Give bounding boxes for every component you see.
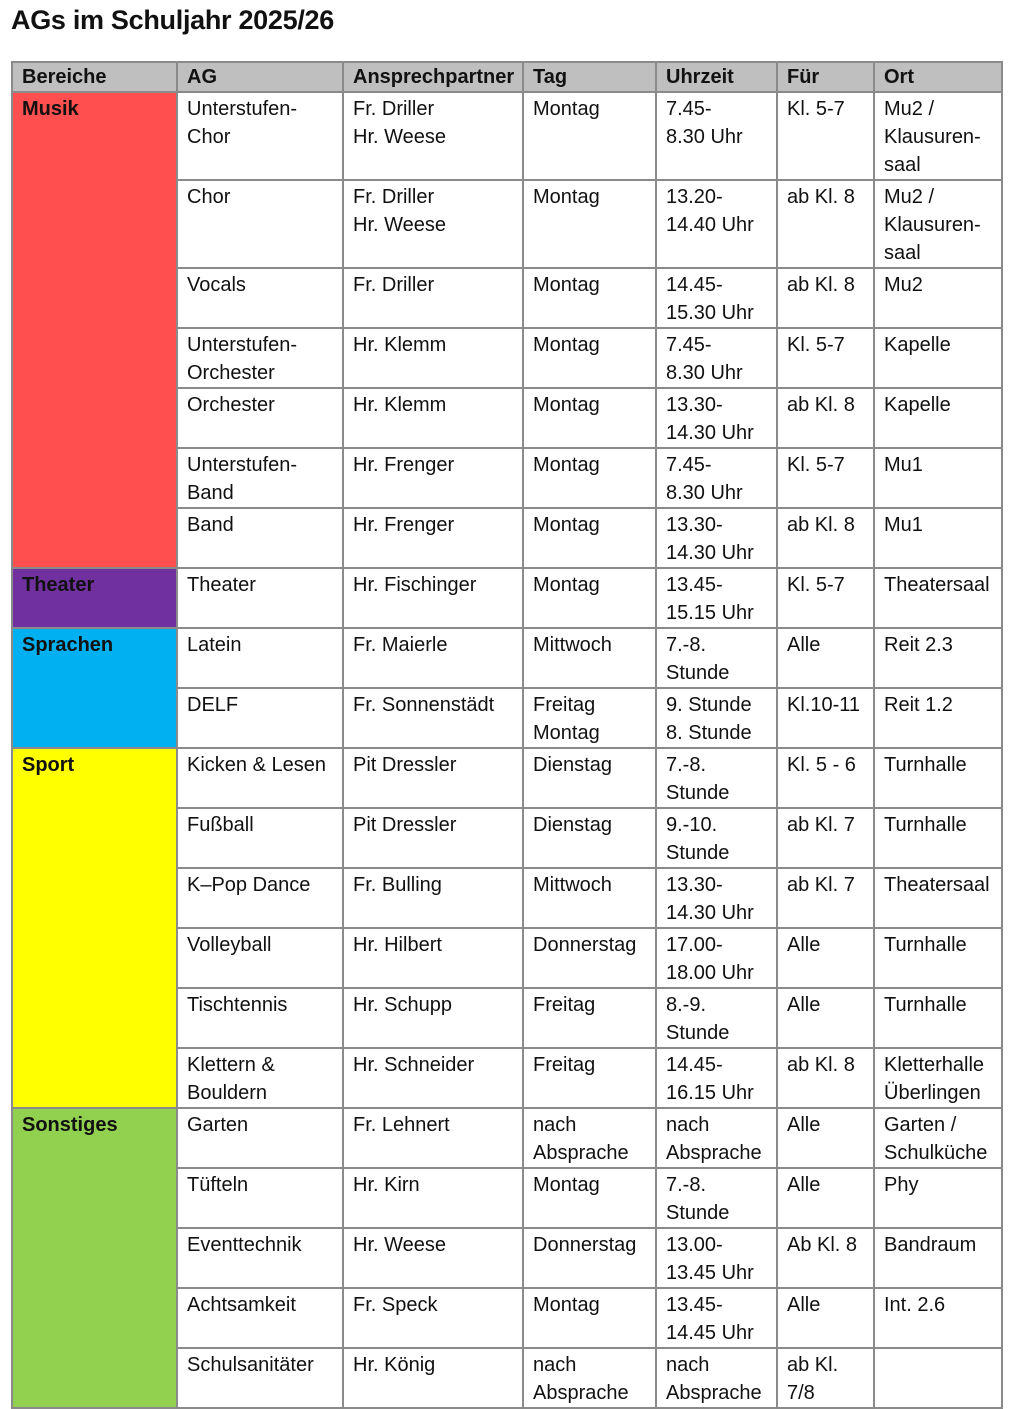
cell-place: Int. 2.6 (874, 1288, 1002, 1348)
cell-time: 7.-8. Stunde (656, 1168, 777, 1228)
table-header-row (12, 62, 1002, 92)
cell-for: ab Kl. 8 (777, 388, 874, 448)
cell-day: Montag (523, 268, 656, 328)
ag-table (11, 61, 1003, 1409)
cell-time: 13.45- 14.45 Uhr (656, 1288, 777, 1348)
cell-place: Turnhalle (874, 808, 1002, 868)
cell-place: Mu2 / Klausuren- saal (874, 92, 1002, 180)
cell-ag: Klettern & Bouldern (177, 1048, 343, 1108)
cell-ag: Chor (177, 180, 343, 268)
cell-for: Kl. 5 - 6 (777, 748, 874, 808)
cell-contact: Hr. Schneider (343, 1048, 523, 1108)
cell-time: 14.45- 15.30 Uhr (656, 268, 777, 328)
table-row (12, 628, 1002, 688)
cell-place: Mu1 (874, 508, 1002, 568)
cell-place: Mu2 / Klausuren- saal (874, 180, 1002, 268)
category-cell: Sport (12, 748, 177, 1108)
cell-ag: Tüfteln (177, 1168, 343, 1228)
cell-ag: Achtsamkeit (177, 1288, 343, 1348)
cell-time: 13.45- 15.15 Uhr (656, 568, 777, 628)
cell-time: 9. Stunde 8. Stunde (656, 688, 777, 748)
table-row (12, 748, 1002, 808)
cell-ag: Orchester (177, 388, 343, 448)
header-ag: AG (177, 62, 343, 92)
cell-contact: Hr. Klemm (343, 388, 523, 448)
cell-for: ab Kl. 7 (777, 808, 874, 868)
cell-contact: Pit Dressler (343, 748, 523, 808)
cell-time: nach Absprache (656, 1348, 777, 1408)
cell-ag: Theater (177, 568, 343, 628)
cell-contact: Hr. Klemm (343, 328, 523, 388)
header-ort: Ort (874, 62, 1002, 92)
cell-contact: Hr. Weese (343, 1228, 523, 1288)
cell-time: 7.45- 8.30 Uhr (656, 92, 777, 180)
cell-ag: Band (177, 508, 343, 568)
cell-time: 13.30- 14.30 Uhr (656, 868, 777, 928)
cell-for: Kl. 5-7 (777, 328, 874, 388)
cell-day: Montag (523, 328, 656, 388)
cell-for: ab Kl. 8 (777, 180, 874, 268)
cell-day: Montag (523, 568, 656, 628)
cell-day: Montag (523, 1288, 656, 1348)
cell-place: Theatersaal (874, 868, 1002, 928)
cell-for: ab Kl. 8 (777, 268, 874, 328)
category-cell: Sprachen (12, 628, 177, 748)
cell-contact: Hr. Frenger (343, 448, 523, 508)
cell-ag: Latein (177, 628, 343, 688)
cell-day: Dienstag (523, 748, 656, 808)
cell-time: 14.45- 16.15 Uhr (656, 1048, 777, 1108)
cell-ag: DELF (177, 688, 343, 748)
cell-day: Dienstag (523, 808, 656, 868)
cell-day: Montag (523, 448, 656, 508)
cell-ag: Unterstufen- Orchester (177, 328, 343, 388)
cell-for: Kl.10-11 (777, 688, 874, 748)
cell-for: Kl. 5-7 (777, 448, 874, 508)
cell-for: ab Kl. 7/8 (777, 1348, 874, 1408)
cell-place (874, 1348, 1002, 1408)
cell-day: Montag (523, 388, 656, 448)
cell-place: Turnhalle (874, 988, 1002, 1048)
cell-day: Montag (523, 508, 656, 568)
cell-for: Alle (777, 1108, 874, 1168)
cell-ag: Tischtennis (177, 988, 343, 1048)
cell-place: Kletterhalle Überlingen (874, 1048, 1002, 1108)
cell-ag: Vocals (177, 268, 343, 328)
cell-time: 13.30- 14.30 Uhr (656, 388, 777, 448)
cell-for: Kl. 5-7 (777, 568, 874, 628)
header-bereiche: Bereiche (12, 62, 177, 92)
cell-contact: Hr. König (343, 1348, 523, 1408)
cell-time: 8.-9. Stunde (656, 988, 777, 1048)
cell-contact: Fr. Maierle (343, 628, 523, 688)
cell-day: Donnerstag (523, 928, 656, 988)
cell-time: 7.45- 8.30 Uhr (656, 328, 777, 388)
header-fuer: Für (777, 62, 874, 92)
cell-place: Bandraum (874, 1228, 1002, 1288)
cell-time: nach Absprache (656, 1108, 777, 1168)
cell-time: 13.30- 14.30 Uhr (656, 508, 777, 568)
cell-contact: Hr. Hilbert (343, 928, 523, 988)
cell-ag: K–Pop Dance (177, 868, 343, 928)
category-cell: Musik (12, 92, 177, 568)
cell-ag: Eventtechnik (177, 1228, 343, 1288)
cell-for: Alle (777, 1288, 874, 1348)
cell-contact: Fr. Driller Hr. Weese (343, 180, 523, 268)
cell-place: Kapelle (874, 388, 1002, 448)
cell-place: Mu1 (874, 448, 1002, 508)
cell-contact: Pit Dressler (343, 808, 523, 868)
cell-place: Phy (874, 1168, 1002, 1228)
cell-day: Freitag (523, 1048, 656, 1108)
cell-ag: Schulsanitäter (177, 1348, 343, 1408)
cell-time: 7.45- 8.30 Uhr (656, 448, 777, 508)
cell-time: 7.-8. Stunde (656, 748, 777, 808)
cell-place: Mu2 (874, 268, 1002, 328)
cell-time: 13.00- 13.45 Uhr (656, 1228, 777, 1288)
cell-contact: Fr. Lehnert (343, 1108, 523, 1168)
header-tag: Tag (523, 62, 656, 92)
cell-day: Montag (523, 1168, 656, 1228)
cell-for: Alle (777, 1168, 874, 1228)
cell-ag: Volleyball (177, 928, 343, 988)
cell-time: 9.-10. Stunde (656, 808, 777, 868)
cell-contact: Fr. Speck (343, 1288, 523, 1348)
cell-ag: Kicken & Lesen (177, 748, 343, 808)
table-row (12, 568, 1002, 628)
cell-day: Mittwoch (523, 868, 656, 928)
cell-for: Kl. 5-7 (777, 92, 874, 180)
cell-contact: Fr. Driller (343, 268, 523, 328)
cell-ag: Unterstufen- Band (177, 448, 343, 508)
table-row (12, 92, 1002, 180)
header-ansprechpartner: Ansprechpartner (343, 62, 523, 92)
cell-day: Freitag (523, 988, 656, 1048)
page-title: AGs im Schuljahr 2025/26 (11, 5, 334, 35)
cell-place: Kapelle (874, 328, 1002, 388)
cell-time: 13.20- 14.40 Uhr (656, 180, 777, 268)
cell-place: Turnhalle (874, 748, 1002, 808)
cell-for: Alle (777, 628, 874, 688)
cell-for: ab Kl. 8 (777, 508, 874, 568)
cell-place: Reit 2.3 (874, 628, 1002, 688)
cell-day: Montag (523, 180, 656, 268)
cell-contact: Hr. Frenger (343, 508, 523, 568)
category-cell: Sonstiges (12, 1108, 177, 1408)
cell-time: 7.-8. Stunde (656, 628, 777, 688)
cell-for: Alle (777, 928, 874, 988)
cell-day: nach Absprache (523, 1348, 656, 1408)
cell-contact: Fr. Sonnenstädt (343, 688, 523, 748)
cell-contact: Hr. Kirn (343, 1168, 523, 1228)
cell-for: ab Kl. 8 (777, 1048, 874, 1108)
cell-day: Donnerstag (523, 1228, 656, 1288)
cell-day: Freitag Montag (523, 688, 656, 748)
cell-ag: Unterstufen- Chor (177, 92, 343, 180)
cell-ag: Garten (177, 1108, 343, 1168)
cell-for: ab Kl. 7 (777, 868, 874, 928)
cell-place: Theatersaal (874, 568, 1002, 628)
cell-place: Garten / Schulküche (874, 1108, 1002, 1168)
cell-place: Reit 1.2 (874, 688, 1002, 748)
category-cell: Theater (12, 568, 177, 628)
table-body (12, 92, 1002, 1408)
cell-day: Mittwoch (523, 628, 656, 688)
cell-time: 17.00- 18.00 Uhr (656, 928, 777, 988)
cell-for: Ab Kl. 8 (777, 1228, 874, 1288)
cell-place: Turnhalle (874, 928, 1002, 988)
cell-contact: Fr. Bulling (343, 868, 523, 928)
cell-day: Montag (523, 92, 656, 180)
header-uhrzeit: Uhrzeit (656, 62, 777, 92)
cell-contact: Hr. Schupp (343, 988, 523, 1048)
table-row (12, 1108, 1002, 1168)
cell-day: nach Absprache (523, 1108, 656, 1168)
cell-contact: Fr. Driller Hr. Weese (343, 92, 523, 180)
cell-contact: Hr. Fischinger (343, 568, 523, 628)
cell-for: Alle (777, 988, 874, 1048)
cell-ag: Fußball (177, 808, 343, 868)
